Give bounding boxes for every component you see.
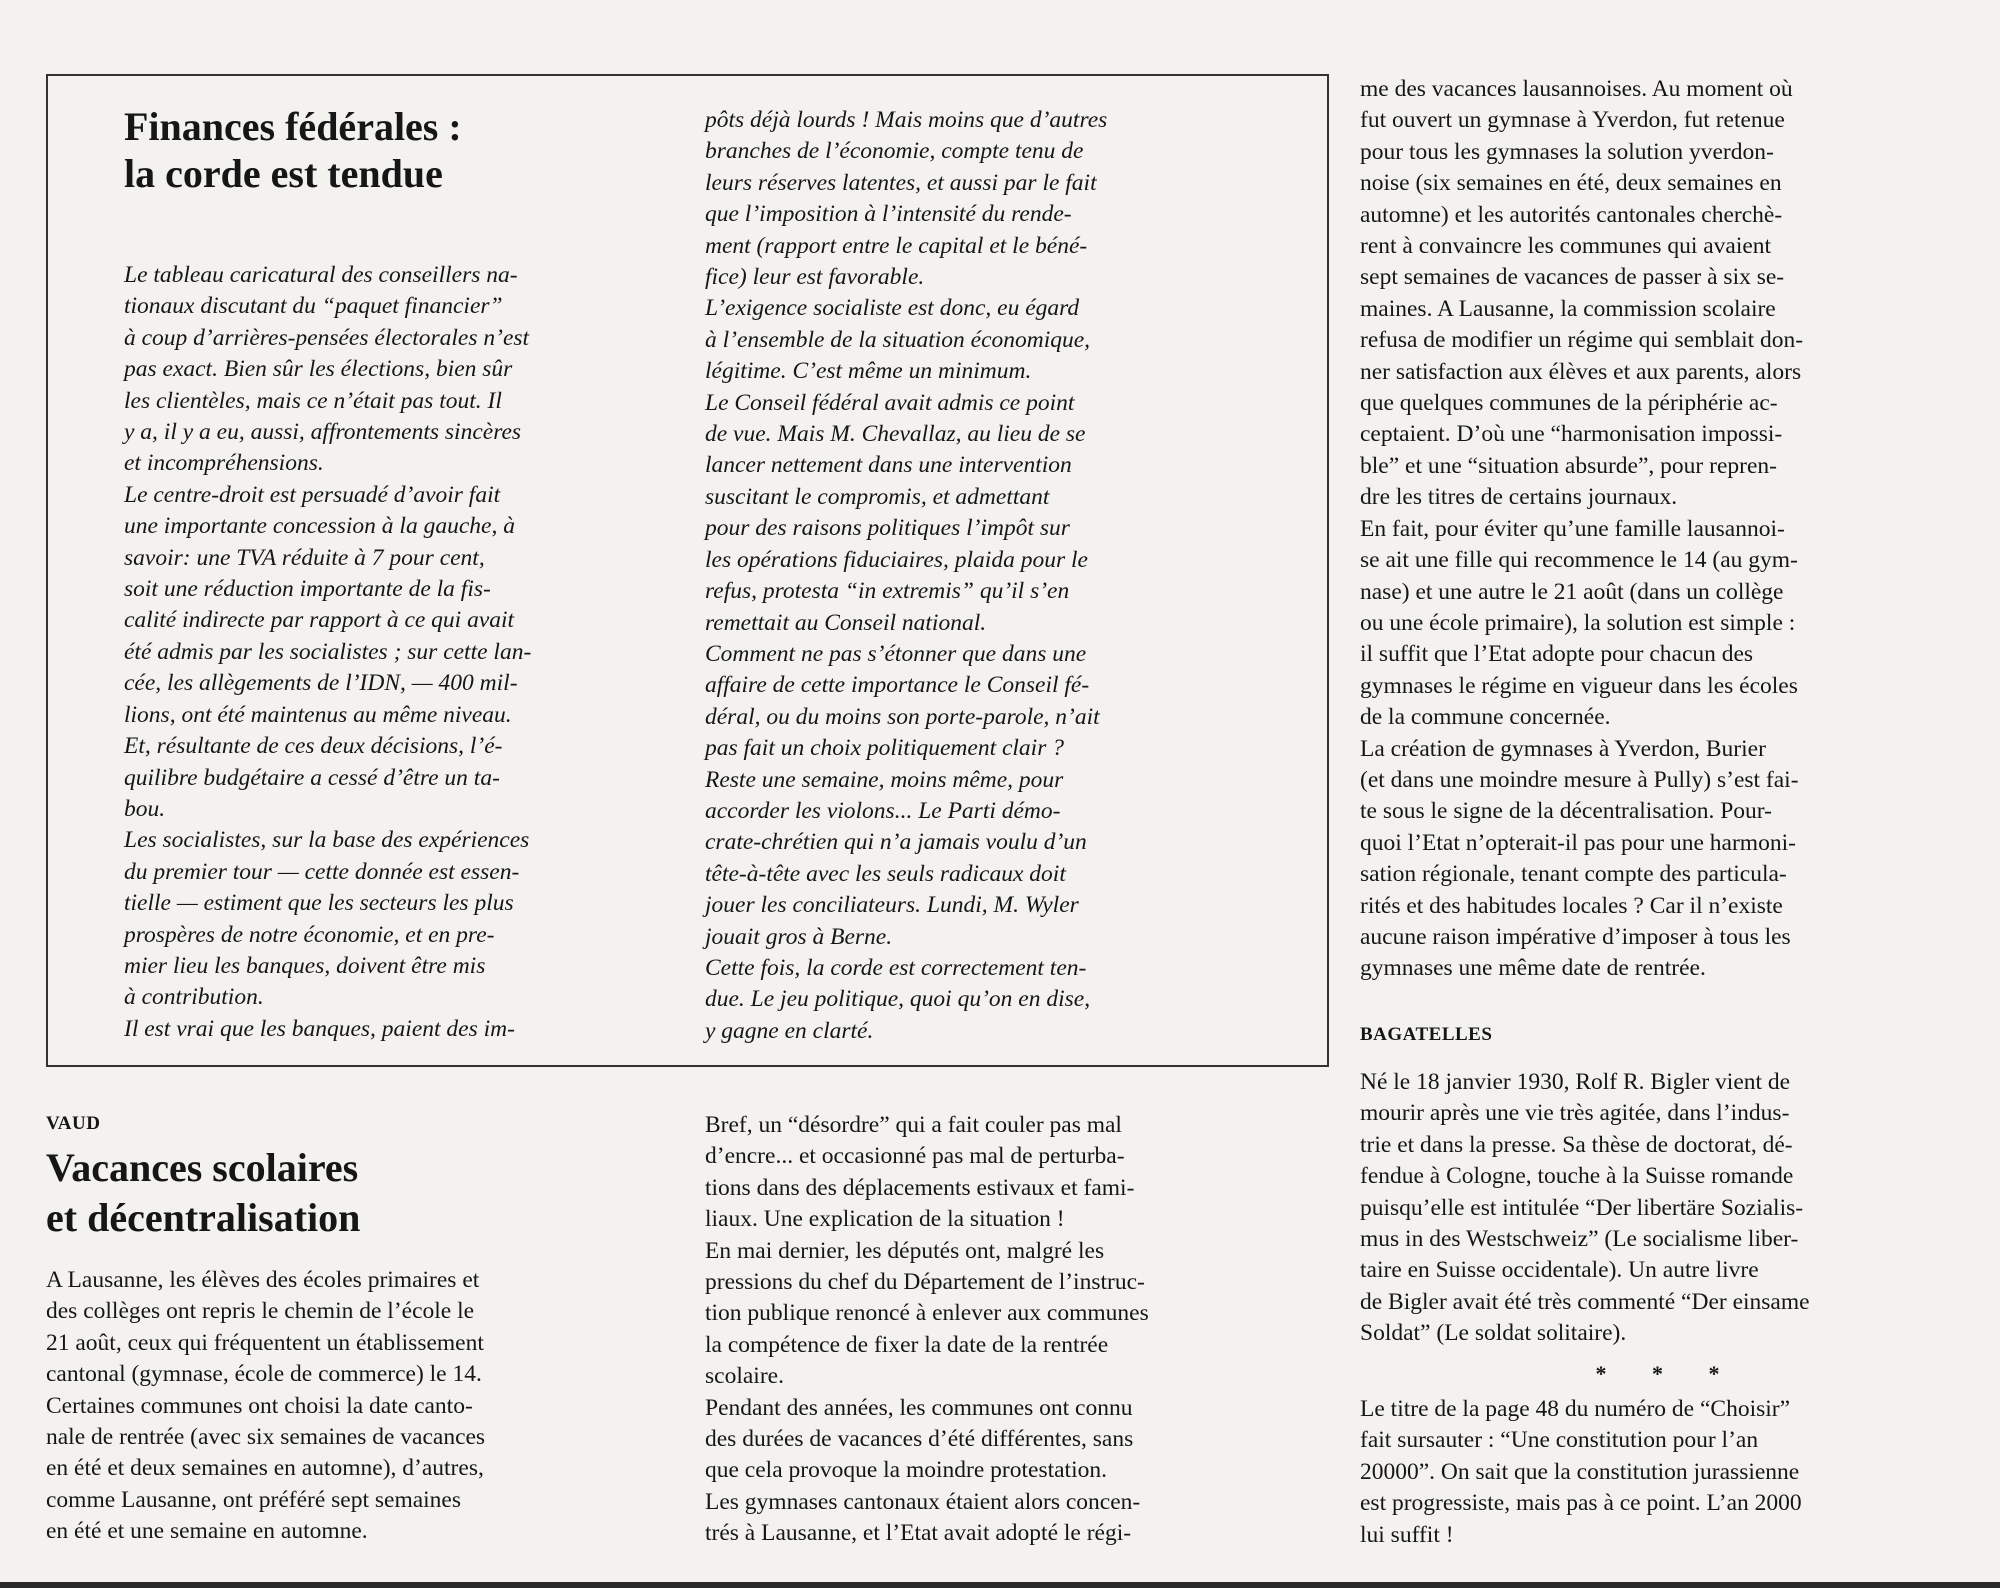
finances-column-1: Le tableau caricatural des conseillers na- tionaux discutant du “paquet financier” à coup d’arrières-pensées électorales n’est pas exact. Bien sûr les élections, bien sûr les clientèles, mais ce n’était pas tout. Il y a, il y a eu, aussi, affrontements sincères et incompréhensions. Le centre-droit est persuadé d’avoir fait une importante concession à la gauche, à savoir: une TVA réduite à 7 pour cent, soit une réduction importante de la fis- calité indirecte par rapport à ce qui avait été admis par les socialistes ; sur cette lan- cée, les allègements de l’IDN, — 400 mil- lions, ont été maintenus au même niveau. Et, résultante de ces deux décisions, l’é- quilibre budgétaire a cessé d’être un ta- bou. Les socialistes, sur la base des expériences du premier tour — cette donnée est essen- tielle — estiment que les secteurs les plus prospères de notre économie, et en pre- mier lieu les banques, doivent être mis à contribution. Il est vrai que les banques, paient des im-	[124, 262, 532, 1042]
vaud-kicker: VAUD	[46, 1113, 101, 1134]
bagatelles-kicker: BAGATELLES	[1360, 1024, 1493, 1045]
section-separator: * * *	[1595, 1361, 1740, 1386]
finances-column-2: pôts déjà lourds ! Mais moins que d’autres branches de l’économie, compte tenu de leurs réserves latentes, et aussi par le fait que l’imposition à l’intensité du rende- ment (rapport entre le capital et le béné- fice) leur est favorable. L’exigence socialiste est donc, eu égard à l’ensemble de la situation économique, légitime. C’est même un minimum. Le Conseil fédéral avait admis ce point de vue. Mais M. Chevallaz, au lieu de se lancer nettement dans une intervention suscitant le compromis, et admettant pour des raisons politiques l’impôt sur les opérations fiduciaires, plaida pour le refus, protesta “in extremis” qu’il s’en remettait au Conseil national. Comment ne pas s’étonner que dans une affaire de cette importance le Conseil fé- déral, ou du moins son porte-parole, n’ait pas fait un choix politiquement clair ? Reste une semaine, moins même, pour accorder les violons... Le Parti démo- crate-chrétien qui n’a jamais voulu d’un tête-à-tête avec les seuls radicaux doit jouer les conciliateurs. Lundi, M. Wyler jouait gros à Berne. Cette fois, la corde est correctement ten- due. Le jeu politique, quoi qu’on en dise, y gagne en clarté.	[705, 107, 1108, 1044]
vaud-column-3: me des vacances lausannoises. Au moment où fut ouvert un gymnase à Yverdon, fut retenue pour tous les gymnases la solution yverdon- noise (six semaines en été, deux semaines en automne) et les autorités cantonales cherchè- rent à convaincre les communes qui avaient sept semaines de vacances de passer à six se- maines. A Lausanne, la commission scolaire refusa de modifier un régime qui semblait don- ner satisfaction aux élèves et aux parents, alors que quelques communes de la périphérie ac- ceptaient. D’où une “harmonisation impossi- ble” et une “situation absurde”, pour repren- dre les titres de certains journaux. En fait, pour éviter qu’une famille lausannoi- se ait une fille qui recommence le 14 (au gym- nase) et une autre le 21 août (dans un collège ou une école primaire), la solution est simple : il suffit que l’Etat adopte pour chacun des gymnases le régime en vigueur dans les écoles de la commune concernée. La création de gymnases à Yverdon, Burier (et dans une moindre mesure à Pully) s’est fai- te sous le signe de la décentralisation. Pour- quoi l’Etat n’opterait-il pas pour une harmoni- sation régionale, tenant compte des particula- rités et des habitudes locales ? Car il n’existe aucune raison impérative d’imposer à tous les gymnases une même date de rentrée.	[1360, 76, 1804, 982]
page-edge-shadow	[0, 1582, 2000, 1588]
bagatelles-paragraph-2: Le titre de la page 48 du numéro de “Choisir” fait sursauter : “Une constitution pour l’an 20000”. On sait que la constitution jurassienne est progressiste, mais pas à ce point. L’an 2000 lui suffit !	[1360, 1396, 1802, 1548]
bagatelles-paragraph-1: Né le 18 janvier 1930, Rolf R. Bigler vient de mourir après une vie très agitée, dans l’indus- trie et dans la presse. Sa thèse de doctorat, dé- fendue à Cologne, touche à la Suisse romande puisqu’elle est intitulée “Der libertäre Sozialis- mus in des Westschweiz” (Le socialisme liber- taire en Suisse occidentale). Un autre livre de Bigler avait été très commenté “Der einsame Soldat” (Le soldat solitaire).	[1360, 1069, 1810, 1347]
vaud-column-1: A Lausanne, les élèves des écoles primaires et des collèges ont repris le chemin de l’école le 21 août, ceux qui fréquentent un établissement cantonal (gymnase, école de commerce) le 14. Certaines communes ont choisi la date canto- nale de rentrée (avec six semaines de vacances en été et deux semaines en automne), d’autres, comme Lausanne, ont préféré sept semaines en été et une semaine en automne.	[46, 1267, 486, 1545]
vaud-column-2: Bref, un “désordre” qui a fait couler pas mal d’encre... et occasionné pas mal de perturba- tions dans des déplacements estivaux et fami- liaux. Une explication de la situation ! En mai dernier, les députés ont, malgré les pressions du chef du Département de l’instruc- tion publique renoncé à enlever aux communes la compétence de fixer la date de la rentrée scolaire. Pendant des années, les communes ont connu des durées de vacances d’été différentes, sans que cela provoque la moindre protestation. Les gymnases cantonaux étaient alors concen- trés à Lausanne, et l’Etat avait adopté le régi-	[705, 1112, 1149, 1547]
finances-title: Finances fédérales : la corde est tendue	[124, 104, 462, 196]
vaud-headline: Vacances scolaires et décentralisation	[46, 1145, 361, 1240]
